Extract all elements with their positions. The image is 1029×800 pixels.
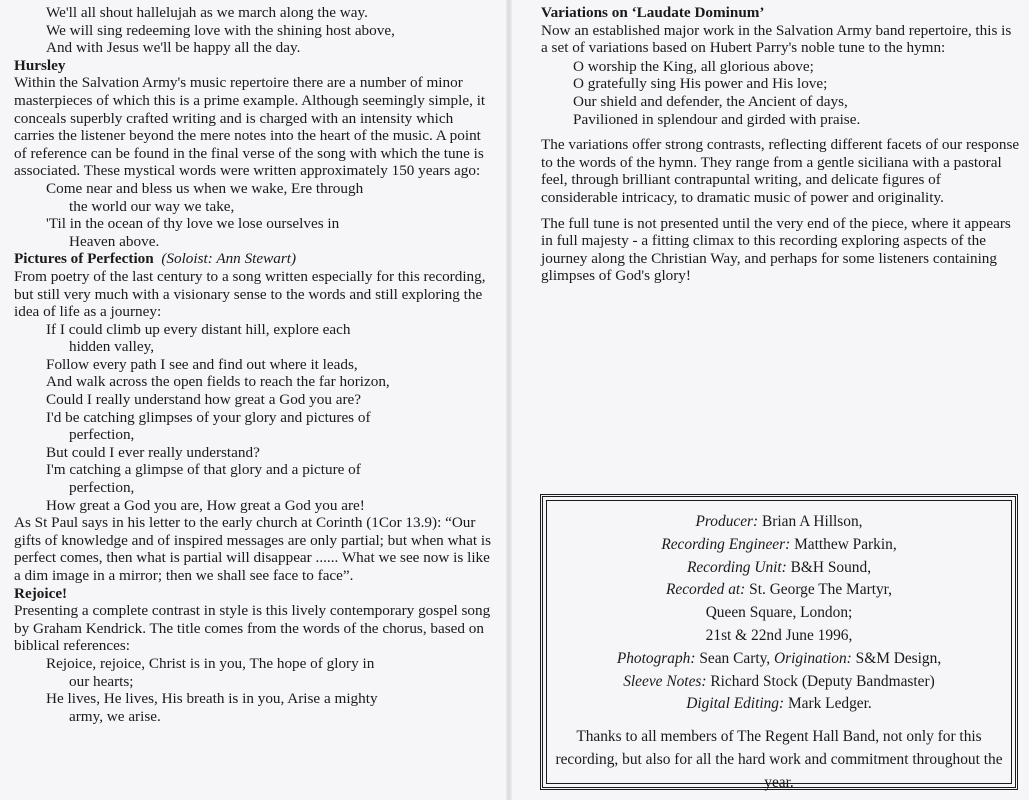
- verse-line: Rejoice, rejoice, Christ is in you, The hope of glory in: [46, 654, 375, 672]
- pictures-soloist: (Soloist: Ann Stewart): [161, 250, 297, 268]
- verse-line: And with Jesus we'll be happy all the day.: [46, 39, 301, 57]
- verse-line: Come near and bless us when we wake, Ere through: [46, 179, 364, 197]
- credit-photo: [553, 648, 1005, 671]
- credit-editing: [553, 693, 1005, 716]
- pictures-body: From poetry of the last century to a song written especially for this recording, but still very much with a visionary sense to the words and still exploring the idea of life as a journey:: [14, 267, 486, 321]
- hursley-verse: [46, 180, 494, 250]
- rejoice-body: Presenting a complete contrast in style is this lively contemporary gospel song by Graham Kendrick. The title comes from the words of the chorus, based on biblical references:: [14, 602, 491, 655]
- thanks-note: Thanks to all members of The Regent Hall Band, not only for this recording, but also for all the hard work and commitment throughout the year.: [555, 728, 1003, 791]
- variations-para3: The full tune is not presented until the very end of the piece, where it appears in full majesty - a fitting climax to this recording exploring aspects of the journey along the Christian Way, and perhaps for some listeners containing glimpses of God's glory!: [541, 214, 1011, 285]
- pictures-verse: [46, 321, 494, 515]
- verse-line: I'm catching a glimpse of that glory and a picture of: [46, 461, 361, 479]
- verse-line: Follow every path I see and find out where it leads,: [46, 355, 358, 373]
- rejoice-heading: Rejoice!: [14, 584, 68, 602]
- credit-engineer: [553, 534, 1005, 557]
- verse-line: Our shield and defender, the Ancient of days,: [573, 92, 848, 110]
- credit-label: Origination:: [774, 649, 852, 667]
- variations-para2: The variations offer strong contrasts, reflecting different facets of our response to the words of the hymn. They range from a gentle siciliana with a pastoral feel, through brilliant contrapuntal writing, and delicate figures of considerable intricacy, to dramatic music of power and originality.: [541, 136, 1020, 206]
- intro-verse: [46, 4, 494, 57]
- verse-line: And walk across the open fields to reach the far horizon,: [46, 373, 390, 391]
- verse-continuation: hidden valley,: [69, 338, 155, 356]
- verse-continuation: army, we arise.: [69, 707, 161, 725]
- credit-value: B&H Sound,: [786, 558, 872, 576]
- verse-continuation: our hearts;: [69, 672, 134, 690]
- verse-continuation: perfection,: [69, 479, 135, 497]
- verse-line: O worship the King, all glorious above;: [573, 57, 814, 75]
- verse-line: How great a God you are, How great a God you are!: [46, 496, 365, 514]
- verse-line: O gratefully sing His power and His love;: [573, 75, 828, 93]
- credit-label: Recording Engineer:: [661, 535, 791, 553]
- verse-line: We will sing redeeming love with the shining host above,: [46, 21, 395, 39]
- credit-unit: [553, 557, 1005, 580]
- verse-continuation: the world our way we take,: [69, 197, 235, 215]
- verse-line: Pavilioned in splendour and girded with praise.: [573, 110, 861, 128]
- credit-value: Richard Stock (Deputy Bandmaster): [706, 672, 935, 690]
- right-column: [541, 4, 1021, 285]
- credit-value: Matthew Parkin,: [790, 535, 897, 553]
- credit-value: Mark Ledger.: [784, 695, 872, 713]
- hursley-body: Within the Salvation Army's music repertoire there are a number of minor masterpieces of which this is a prime example. Although seemingly simple, it conceals superbly crafted writing and is charged with an intensity which carries the listener beyond the mere notes into the heart of the music. A point of reference can be found in the final verse of the song with which the tune is associated. These mystical words were written approximately 150 years ago:: [14, 74, 486, 180]
- pictures-heading: [14, 250, 494, 268]
- pictures-title: Pictures of Perfection: [14, 250, 154, 268]
- credit-label: Recorded at:: [665, 581, 746, 599]
- credit-notes: [553, 671, 1005, 694]
- verse-line: He lives, He lives, His breath is in you, Arise a mighty: [46, 690, 378, 708]
- verse-line: Could I really understand how great a God you are?: [46, 391, 362, 409]
- rejoice-verse: [46, 655, 494, 725]
- credit-dates: 21st & 22nd June 1996,: [705, 626, 853, 644]
- credit-label: Recording Unit:: [686, 558, 787, 576]
- verse-continuation: perfection,: [69, 426, 135, 444]
- credit-label: Sleeve Notes:: [623, 672, 707, 690]
- variations-heading: Variations on ‘Laudate Dominum’: [541, 4, 765, 21]
- verse-line: We'll all shout hallelujah as we march along the way.: [46, 4, 368, 21]
- verse-line: I'd be catching glimpses of your glory and pictures of: [46, 408, 371, 426]
- hymn-verse: [573, 58, 1021, 128]
- credits-box: [540, 494, 1018, 790]
- credit-value: S&M Design,: [851, 649, 942, 667]
- verse-line: But could I ever really understand?: [46, 443, 260, 461]
- credit-location: Queen Square, London;: [705, 604, 853, 622]
- variations-body: Now an established major work in the Salvation Army band repertoire, this is a set of variations based on Hubert Parry's noble tune to the hymn:: [541, 21, 1012, 57]
- verse-line: 'Til in the ocean of thy love we lose ourselves in: [46, 215, 340, 233]
- credit-producer: [553, 511, 1005, 534]
- credit-label: Photograph:: [616, 649, 696, 667]
- left-column: [14, 4, 494, 725]
- credits-content: [553, 511, 1005, 795]
- hursley-heading: Hursley: [14, 56, 66, 74]
- credit-value: St. George The Martyr,: [745, 581, 893, 599]
- verse-continuation: Heaven above.: [69, 232, 160, 250]
- credit-label: Producer:: [695, 513, 759, 530]
- credit-value: Brian A Hillson,: [758, 513, 863, 530]
- pictures-after: As St Paul says in his letter to the early church at Corinth (1Cor 13.9): “Our gifts of knowledge and of inspired messages are only partial; but when what is perfect comes, then what is partial will disappear ...... What we see now is like a dim image in a mirror; then we shall see face to face”.: [14, 514, 492, 584]
- credit-value: Sean Carty,: [695, 649, 774, 667]
- credit-recorded: [553, 579, 1005, 602]
- credit-label: Digital Editing:: [686, 695, 785, 713]
- verse-line: If I could climb up every distant hill, explore each: [46, 320, 351, 338]
